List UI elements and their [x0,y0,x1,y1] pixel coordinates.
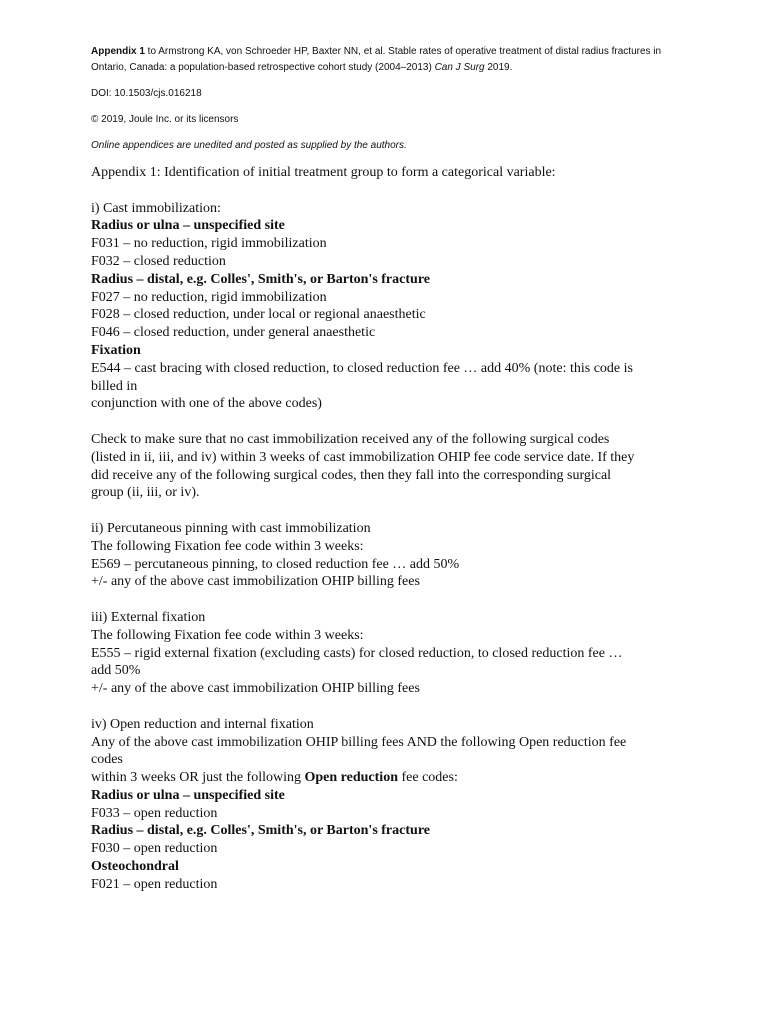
section-iii-heading: iii) External fixation [91,609,206,625]
section-iii-line1: The following Fixation fee code within 3 weeks: [91,627,364,643]
code-f028: F028 – closed reduction, under local or regional anaesthetic [91,307,426,323]
section-iv-subheading-distal: Radius – distal, e.g. Colles', Smith's, or Barton's fracture [91,823,430,839]
spacer [91,698,691,716]
section-ii-line1: The following Fixation fee code within 3 weeks: [91,538,364,554]
section-iii-line4: +/- any of the above cast immobilization OHIP billing fees [91,681,420,697]
section-i-subheading-distal: Radius – distal, e.g. Colles', Smith's, or Barton's fracture [91,271,430,287]
section-ii-line3: +/- any of the above cast immobilization OHIP billing fees [91,574,420,590]
code-f033: F033 – open reduction [91,805,218,821]
section-iv-subheading-unspecified: Radius or ulna – unspecified site [91,787,285,803]
appendix-title: Appendix 1: Identification of initial treatment group to form a categorical variable: [91,165,556,180]
citation-year: 2019. [484,62,513,73]
check-line-4: group (ii, iii, or iv). [91,485,200,501]
journal-name: Can J Surg [434,62,485,73]
citation-text: to Armstrong KA, von Schroeder HP, Baxter NN, et al. Stable rates of operative treatment of distal radius fractures in Ontario, Canada: a population-based retrospective cohort study (2004–2013) [91,46,662,73]
section-i-subheading-fixation: Fixation [91,342,141,358]
spacer [91,591,691,609]
section-iv-line3: within 3 weeks OR just the following Open reduction fee codes: [91,770,458,786]
doi: DOI: 10.1503/cjs.016218 [91,88,202,99]
code-f021: F021 – open reduction [91,876,218,892]
section-i-heading: i) Cast immobilization: [91,200,221,216]
code-f027: F027 – no reduction, rigid immobilization [91,289,327,305]
citation [91,44,691,76]
section-iv-line2: codes [91,752,123,768]
section-iv-subheading-osteochondral: Osteochondral [91,859,179,875]
document-header [91,44,691,154]
check-line-1: Check to make sure that no cast immobilization received any of the following surgical codes [91,431,610,447]
code-f032: F032 – closed reduction [91,253,226,269]
check-line-2: (listed in ii, iii, and iv) within 3 weeks of cast immobilization OHIP fee code service date. If they [91,449,635,465]
code-f030: F030 – open reduction [91,841,218,857]
citation-label: Appendix 1 [91,46,145,57]
spacer [91,502,691,520]
online-note: Online appendices are unedited and posted as supplied by the authors. [91,140,407,151]
code-e555-line2: add 50% [91,663,141,679]
spacer [91,413,691,431]
code-e544-line2: billed in [91,378,138,394]
section-ii-heading: ii) Percutaneous pinning with cast immobilization [91,520,371,536]
check-line-3: did receive any of the following surgical codes, then they fall into the corresponding surgical [91,467,612,483]
code-e544-line3: conjunction with one of the above codes) [91,396,322,412]
code-e555-line1: E555 – rigid external fixation (excluding casts) for closed reduction, to closed reduction fee … [91,645,623,661]
code-e544-line1: E544 – cast bracing with closed reduction, to closed reduction fee … add 40% (note: this code is [91,360,633,376]
section-iv-heading: iv) Open reduction and internal fixation [91,716,314,732]
appendix-body [91,164,691,894]
section-iv-line1: Any of the above cast immobilization OHIP billing fees AND the following Open reduction fee [91,734,627,750]
code-f046: F046 – closed reduction, under general anaesthetic [91,325,376,341]
section-i-subheading-unspecified: Radius or ulna – unspecified site [91,218,285,234]
copyright: © 2019, Joule Inc. or its licensors [91,114,239,125]
code-e569: E569 – percutaneous pinning, to closed reduction fee … add 50% [91,556,460,572]
code-f031: F031 – no reduction, rigid immobilization [91,236,327,252]
